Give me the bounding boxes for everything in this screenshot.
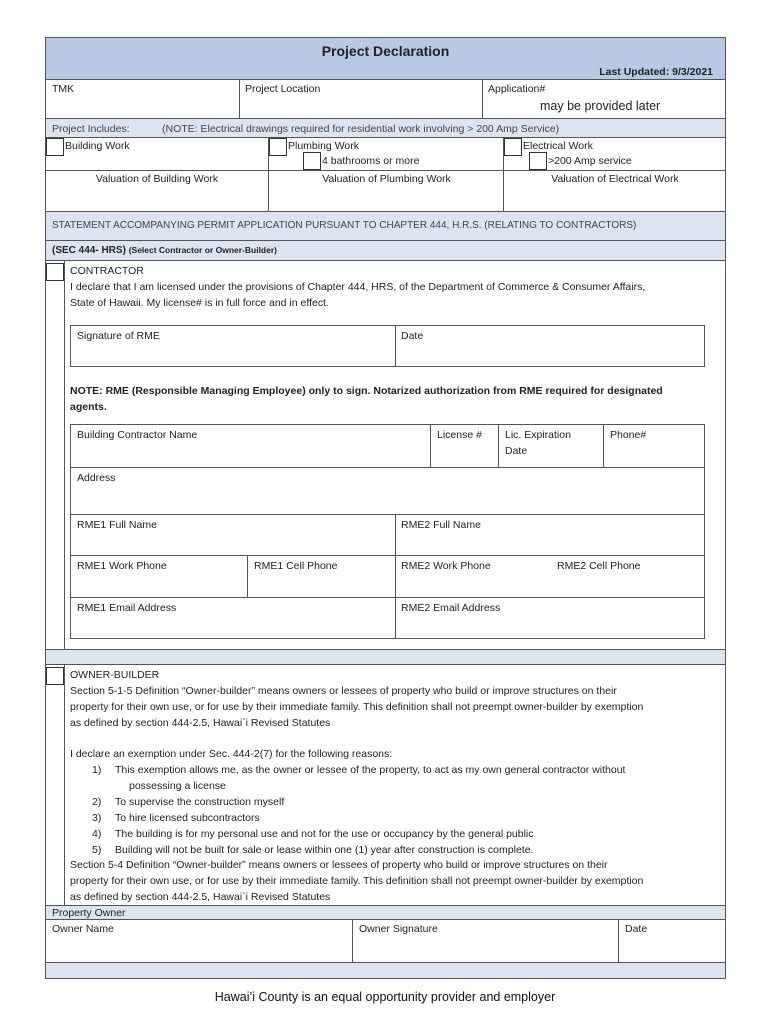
contractor-row-1 xyxy=(71,425,704,468)
signature-date-label: Date xyxy=(401,330,424,342)
bottom-strip xyxy=(46,963,725,978)
building-work-label: Building Work xyxy=(65,140,130,152)
project-location-label: Project Location xyxy=(245,83,321,95)
contractor-details-grid xyxy=(70,424,705,639)
rme-names-row xyxy=(71,515,704,556)
property-owner-bar xyxy=(46,905,725,920)
rme1-name-label: RME1 Full Name xyxy=(77,519,157,531)
reason-1-text-cont: possessing a license xyxy=(129,780,226,792)
statement-heading: STATEMENT ACCOMPANYING PERMIT APPLICATION PURSUANT TO CHAPTER 444, H.R.S. (RELATING TO CONTRACTORS) xyxy=(52,220,637,231)
reason-4-text: The building is for my personal use and not for the use or occupancy by the general public xyxy=(115,828,534,840)
valuation-building-label: Valuation of Building Work xyxy=(95,173,219,185)
rme1-work-phone-field[interactable] xyxy=(71,556,247,597)
project-includes-label: Project Includes: xyxy=(52,123,130,135)
owner-def2-1: Section 5-4 Definition “Owner-builder” means owners or lessees of property who build or improve structures on their xyxy=(70,859,608,871)
sec-main: (SEC 444- HRS) xyxy=(52,245,126,256)
four-bathrooms-label: 4 bathrooms or more xyxy=(322,155,420,167)
signature-rme-label: Signature of RME xyxy=(77,330,160,342)
exemption-statement: I declare an exemption under Sec. 444-2(7) for the following reasons: xyxy=(70,748,393,760)
over-200-amp-label: >200 Amp service xyxy=(548,155,632,167)
building-contractor-name-label: Building Contractor Name xyxy=(77,429,198,441)
plumbing-work-label: Plumbing Work xyxy=(288,140,359,152)
address-label: Address xyxy=(77,472,116,484)
work-type-row xyxy=(46,138,725,171)
valuation-plumbing-field[interactable] xyxy=(268,171,503,211)
contractor-declaration-1: I declare that I am licensed under the provisions of Chapter 444, HRS, of the Department of Commerce & Consumer Affairs, xyxy=(70,281,646,293)
license-field[interactable] xyxy=(430,425,498,467)
rme1-work-phone-label: RME1 Work Phone xyxy=(77,560,167,572)
reason-4-number: 4) xyxy=(92,828,102,840)
signature-rme-field[interactable] xyxy=(71,326,395,366)
rme1-cell-phone-field[interactable] xyxy=(247,556,395,597)
owner-date-field[interactable] xyxy=(618,920,725,962)
reason-3-number: 3) xyxy=(92,812,102,824)
rme-phones-row xyxy=(71,556,704,598)
valuation-electrical-field[interactable] xyxy=(503,171,725,211)
application-field[interactable] xyxy=(482,80,725,118)
owner-signature-label: Owner Signature xyxy=(359,923,438,935)
owner-date-label: Date xyxy=(625,923,648,935)
rme-emails-row xyxy=(71,598,704,638)
rme2-cell-phone-label: RME2 Cell Phone xyxy=(557,560,641,572)
valuation-building-field[interactable] xyxy=(46,171,268,211)
contractor-title: CONTRACTOR xyxy=(70,265,144,277)
address-field[interactable] xyxy=(71,468,704,515)
owner-name-label: Owner Name xyxy=(52,923,114,935)
lic-expiration-label-2: Date xyxy=(505,445,528,457)
rme1-email-label: RME1 Email Address xyxy=(77,602,177,614)
lic-expiration-field[interactable] xyxy=(498,425,603,467)
project-includes-bar xyxy=(46,119,725,138)
owner-def2-2: property for their own use, or for use by their immediate family. This definition shall not preempt owner-builder by exemption xyxy=(70,875,644,887)
reason-1-text: This exemption allows me, as the owner or lessee of the property, to act as my own general contractor without xyxy=(115,764,626,776)
owner-signature-field[interactable] xyxy=(352,920,618,962)
over-200-amp-checkbox[interactable] xyxy=(529,152,547,170)
application-label: Application# xyxy=(488,83,546,95)
rme2-email-field[interactable] xyxy=(395,598,704,638)
owner-builder-checkbox[interactable] xyxy=(46,667,64,685)
contractor-checkbox[interactable] xyxy=(46,263,64,281)
rme2-cell-phone-field[interactable] xyxy=(551,556,704,597)
plumbing-work-checkbox[interactable] xyxy=(269,138,287,156)
valuation-plumbing-label: Valuation of Plumbing Work xyxy=(322,173,451,185)
electrical-work-checkbox[interactable] xyxy=(504,138,522,156)
valuation-electrical-label: Valuation of Electrical Work xyxy=(551,173,679,185)
reason-3-text: To hire licensed subcontractors xyxy=(115,812,260,824)
tmk-field[interactable] xyxy=(46,80,239,118)
four-bathrooms-checkbox[interactable] xyxy=(303,152,321,170)
tmk-label: TMK xyxy=(52,83,75,95)
valuation-row xyxy=(46,171,725,212)
project-includes-note: (NOTE: Electrical drawings required for residential work involving > 200 Amp Service) xyxy=(162,123,560,135)
footer-text: Hawai’i County is an equal opportunity provider and employer xyxy=(214,990,556,1004)
phone-label: Phone# xyxy=(610,429,647,441)
signature-date-field[interactable] xyxy=(395,326,704,366)
phone-field[interactable] xyxy=(603,425,704,467)
sec-label xyxy=(52,245,277,256)
last-updated: Last Updated: 9/3/2021 xyxy=(599,66,713,78)
electrical-cell xyxy=(503,138,725,170)
statement-bar xyxy=(46,212,725,241)
project-declaration-form xyxy=(45,37,726,979)
contractor-section xyxy=(46,261,725,649)
rme1-name-field[interactable] xyxy=(71,515,395,555)
plumbing-cell xyxy=(268,138,503,170)
rme-note-1: NOTE: RME (Responsible Managing Employee) only to sign. Notarized authorization from RME required for designated xyxy=(70,385,663,397)
tmk-row xyxy=(46,80,725,119)
contractor-declaration-2: State of Hawaii. My license# is in full force and in effect. xyxy=(70,297,329,309)
owner-builder-title: OWNER-BUILDER xyxy=(70,669,160,681)
owner-def-1: Section 5-1-5 Definition “Owner-builder” means owners or lessees of property who build or improve structures on their xyxy=(70,685,617,697)
reason-2-text: To supervise the construction myself xyxy=(115,796,285,808)
sec-sub: (Select Contractor or Owner-Builder) xyxy=(128,245,277,255)
page-title: Project Declaration xyxy=(321,43,450,59)
rme2-email-label: RME2 Email Address xyxy=(401,602,501,614)
rme2-work-phone-field[interactable] xyxy=(395,556,551,597)
owner-row xyxy=(46,920,725,963)
sec-bar xyxy=(46,241,725,261)
rme2-work-phone-label: RME2 Work Phone xyxy=(401,560,491,572)
owner-builder-section xyxy=(46,665,725,905)
rme2-name-label: RME2 Full Name xyxy=(401,519,481,531)
lic-expiration-label-1: Lic. Expiration xyxy=(505,429,571,441)
owner-name-field[interactable] xyxy=(46,920,352,962)
owner-left-rule xyxy=(64,665,65,905)
building-contractor-name-field[interactable] xyxy=(71,425,430,467)
reason-5-text: Building will not be built for sale or lease within one (1) year after construction is complete. xyxy=(115,844,534,856)
reason-1-number: 1) xyxy=(92,764,102,776)
rme-note-2: agents. xyxy=(70,401,107,413)
rme1-cell-phone-label: RME1 Cell Phone xyxy=(254,560,338,572)
section-divider xyxy=(46,649,725,665)
property-owner-label: Property Owner xyxy=(52,907,126,919)
signature-rme-box xyxy=(70,325,705,367)
rme1-email-field[interactable] xyxy=(71,598,395,638)
electrical-work-label: Electrical Work xyxy=(523,140,593,152)
owner-def-3: as defined by section 444-2.5, Hawai`i Revised Statutes xyxy=(70,717,331,729)
owner-def2-3: as defined by section 444-2.5, Hawai`i Revised Statutes xyxy=(70,891,331,903)
building-work-checkbox[interactable] xyxy=(46,138,64,156)
reason-2-number: 2) xyxy=(92,796,102,808)
project-location-field[interactable] xyxy=(239,80,482,118)
contractor-left-rule xyxy=(64,261,65,649)
application-value: may be provided later xyxy=(540,99,661,113)
rme2-name-field[interactable] xyxy=(395,515,704,555)
title-bar xyxy=(46,38,725,80)
reason-5-number: 5) xyxy=(92,844,102,856)
license-label: License # xyxy=(437,429,482,441)
owner-def-2: property for their own use, or for use by their immediate family. This definition shall not preempt owner-builder by exemption xyxy=(70,701,644,713)
